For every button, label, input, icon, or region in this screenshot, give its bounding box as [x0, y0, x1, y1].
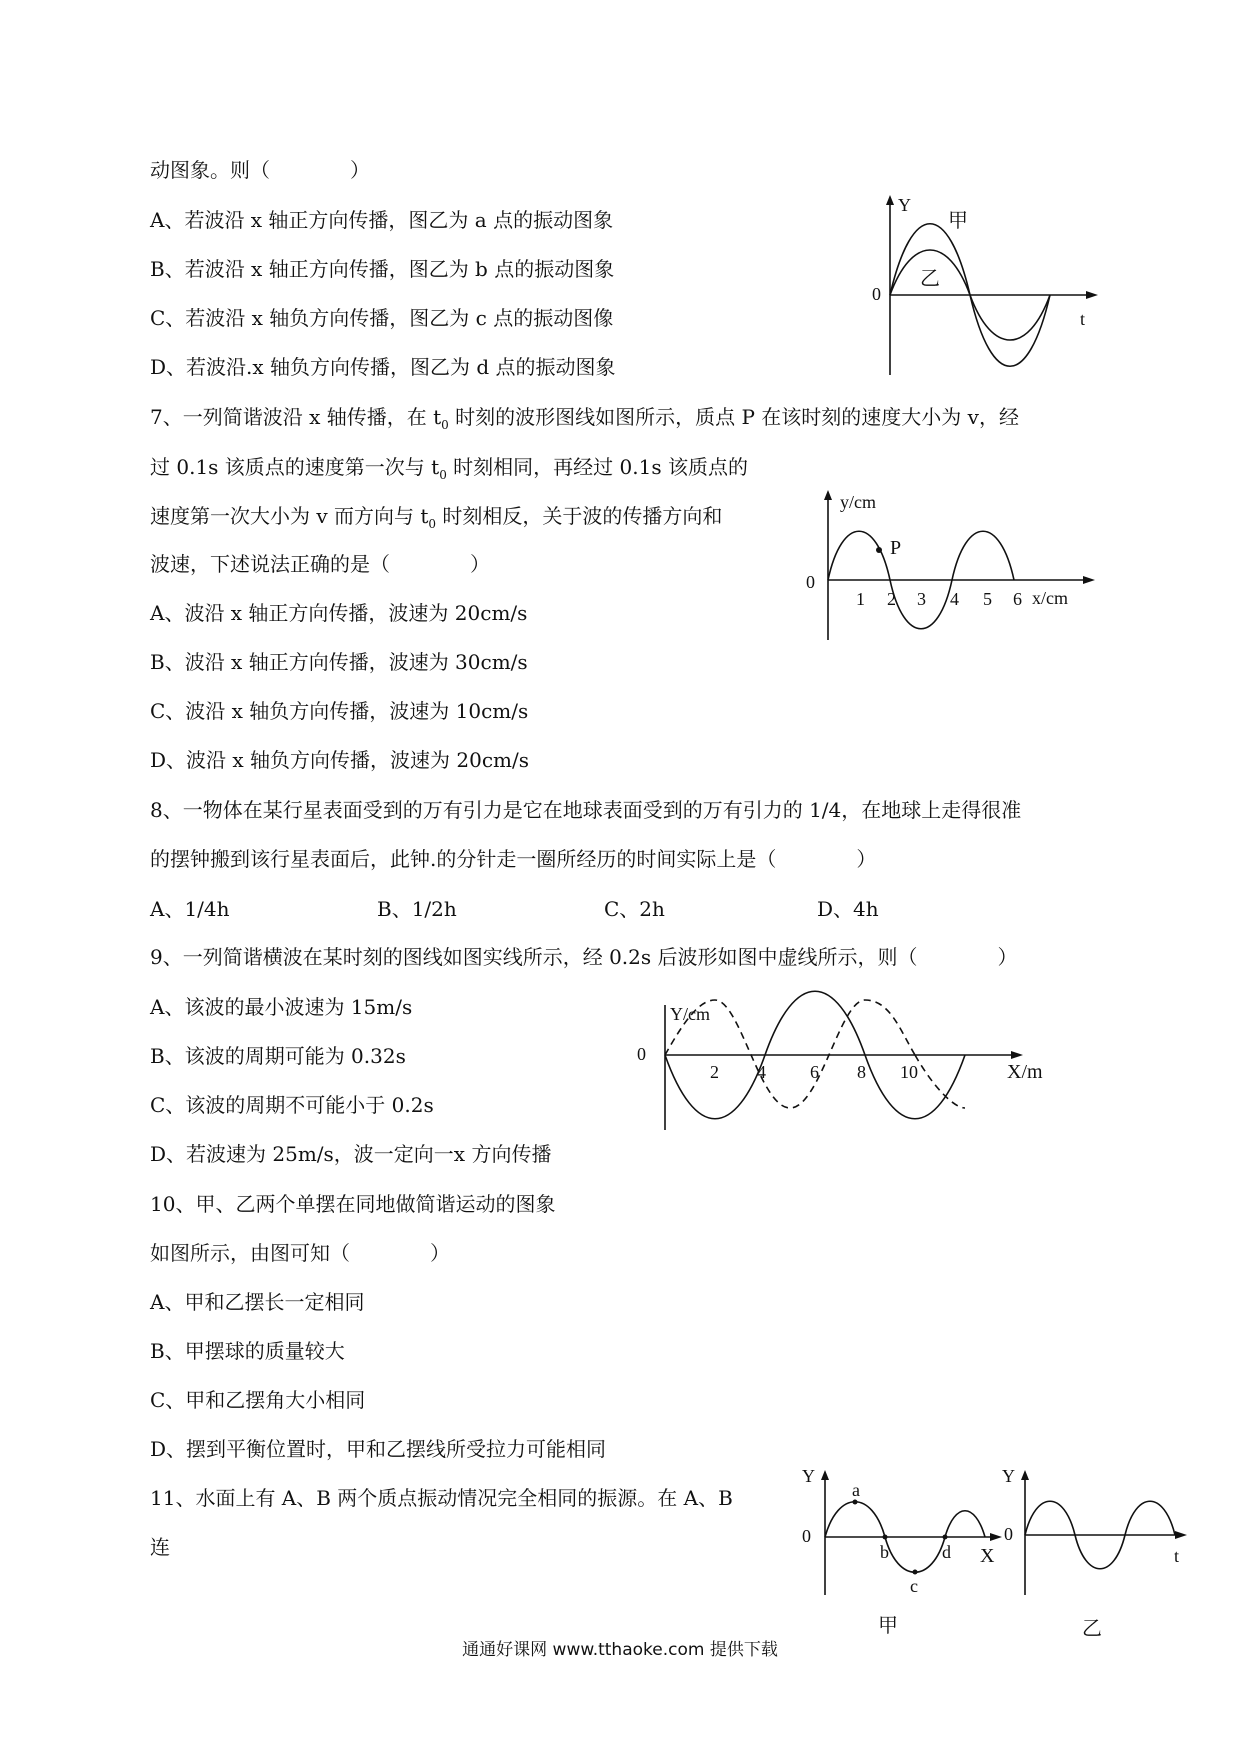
q7-option-b: B、波沿 x 轴正方向传播，波速为 30cm/s — [150, 650, 528, 674]
q11-jia-point-c: c — [910, 1576, 918, 1596]
q11-jia-point-d: d — [942, 1542, 951, 1562]
q11-yi-t-label: t — [1174, 1546, 1180, 1566]
q7-fig-tick: 6 — [1013, 589, 1022, 609]
q10-option-d: D、摆到平衡位置时，甲和乙摆线所受拉力可能相同 — [150, 1437, 607, 1461]
q7-fig-tick: 4 — [950, 589, 959, 609]
q11-line-1: 11、水面上有 A、B 两个质点振动情况完全相同的振源。在 A、B — [150, 1486, 733, 1510]
q9-fig-tick: 2 — [710, 1062, 719, 1082]
q11-jia-x-label: X — [980, 1545, 995, 1567]
q6-option-a: A、若波沿 x 轴正方向传播，图乙为 a 点的振动图象 — [150, 208, 614, 232]
page-footer: 通通好课网 www.tthaoke.com 提供下载 — [462, 1640, 778, 1660]
q8-option-b: B、1/2h — [377, 897, 457, 921]
q7-fig-p-label: P — [890, 537, 902, 559]
q6-fig-jia-label: 甲 — [948, 210, 968, 232]
q11-jia-point-b: b — [880, 1542, 889, 1562]
q7-option-a: A、波沿 x 轴正方向传播，波速为 20cm/s — [150, 601, 528, 625]
q7-line-4: 波速，下述说法正确的是（ ） — [150, 552, 490, 576]
q7-fig-y-label: y/cm — [840, 492, 876, 512]
q7-figure — [800, 490, 1100, 645]
q9-option-d: D、若波速为 25m/s，波一定向一x 方向传播 — [150, 1142, 552, 1166]
q6-stem-tail: 动图象。则（ ） — [150, 158, 370, 182]
q11-yi-caption: 乙 — [1082, 1618, 1102, 1640]
q9-option-a: A、该波的最小波速为 15m/s — [150, 995, 413, 1019]
q8-line-2: 的摆钟搬到该行星表面后，此钟.的分针走一圈所经历的时间实际上是（ ） — [150, 847, 877, 871]
q7-option-c: C、波沿 x 轴负方向传播，波速为 10cm/s — [150, 699, 529, 723]
q7-option-d: D、波沿 x 轴负方向传播，波速为 20cm/s — [150, 748, 530, 772]
q9-figure — [635, 990, 1065, 1130]
q11-line-2: 连 — [150, 1535, 170, 1559]
q11-yi-origin: 0 — [1004, 1524, 1013, 1544]
q6-fig-origin: 0 — [872, 284, 881, 304]
q8-line-1: 8、一物体在某行星表面受到的万有引力是它在地球表面受到的万有引力的 1/4，在地球上走得很准 — [150, 798, 1022, 822]
q7-line-2: 过 0.1s 该质点的速度第一次与 $t_0$ 时刻相同，再经过 0.1s 该质点的 — [150, 455, 748, 482]
q6-option-c: C、若波沿 x 轴负方向传播，图乙为 c 点的振动图像 — [150, 306, 614, 330]
q6-fig-yi-label: 乙 — [920, 268, 940, 290]
q11-jia-y-label: Y — [802, 1470, 815, 1486]
q10-line-1: 10、甲、乙两个单摆在同地做简谐运动的图象 — [150, 1192, 556, 1216]
q9-option-b: B、该波的周期可能为 0.32s — [150, 1044, 406, 1068]
q9-fig-tick: 10 — [900, 1062, 918, 1082]
q9-fig-tick: 6 — [810, 1062, 819, 1082]
q11-jia-caption: 甲 — [878, 1615, 898, 1637]
q9-fig-y-label: Y/cm — [670, 1004, 710, 1024]
q9-fig-x-label: X/m — [1007, 1061, 1043, 1083]
q8-option-c: C、2h — [604, 897, 665, 921]
q11-figure-yi — [1000, 1470, 1200, 1645]
q9-fig-tick: 4 — [757, 1062, 766, 1082]
q10-option-a: A、甲和乙摆长一定相同 — [150, 1290, 365, 1314]
q7-fig-origin: 0 — [806, 572, 815, 592]
q6-figure — [870, 195, 1100, 380]
q6-option-b: B、若波沿 x 轴正方向传播，图乙为 b 点的振动图象 — [150, 257, 615, 281]
q6-fig-y-label: Y — [898, 195, 911, 215]
q10-option-b: B、甲摆球的质量较大 — [150, 1339, 345, 1363]
q6-option-d: D、若波沿.x 轴负方向传播，图乙为 d 点的振动图象 — [150, 355, 616, 379]
q9-fig-origin: 0 — [637, 1044, 646, 1064]
q6-fig-t-label: t — [1080, 309, 1086, 329]
q9-option-c: C、该波的周期不可能小于 0.2s — [150, 1093, 434, 1117]
q7-fig-tick: 5 — [983, 589, 992, 609]
q7-fig-tick: 2 — [887, 589, 896, 609]
q10-line-2: 如图所示，由图可知（ ） — [150, 1241, 450, 1265]
q7-fig-tick: 3 — [917, 589, 926, 609]
q7-fig-x-label: x/cm — [1032, 588, 1068, 608]
q7-line-3: 速度第一次大小为 v 而方向与 $t_0$ 时刻相反，关于波的传播方向和 — [150, 504, 723, 531]
q11-jia-point-a: a — [852, 1480, 860, 1500]
q9-fig-tick: 8 — [857, 1062, 866, 1082]
q8-option-d: D、4h — [817, 897, 879, 921]
q8-option-a: A、1/4h — [150, 897, 230, 921]
q11-yi-y-label: Y — [1002, 1470, 1015, 1486]
q10-option-c: C、甲和乙摆角大小相同 — [150, 1388, 366, 1412]
q7-fig-tick: 1 — [856, 589, 865, 609]
q11-jia-origin: 0 — [802, 1526, 811, 1546]
q7-line-1: 7、一列简谐波沿 x 轴传播，在 $t_0$ 时刻的波形图线如图所示，质点 P 在该时刻的速度大小为 v，经 — [150, 405, 1019, 432]
q11-figure-jia — [800, 1470, 1010, 1645]
q9-stem: 9、一列简谐横波在某时刻的图线如图实线所示，经 0.2s 后波形如图中虚线所示，则（ ） — [150, 945, 1018, 969]
